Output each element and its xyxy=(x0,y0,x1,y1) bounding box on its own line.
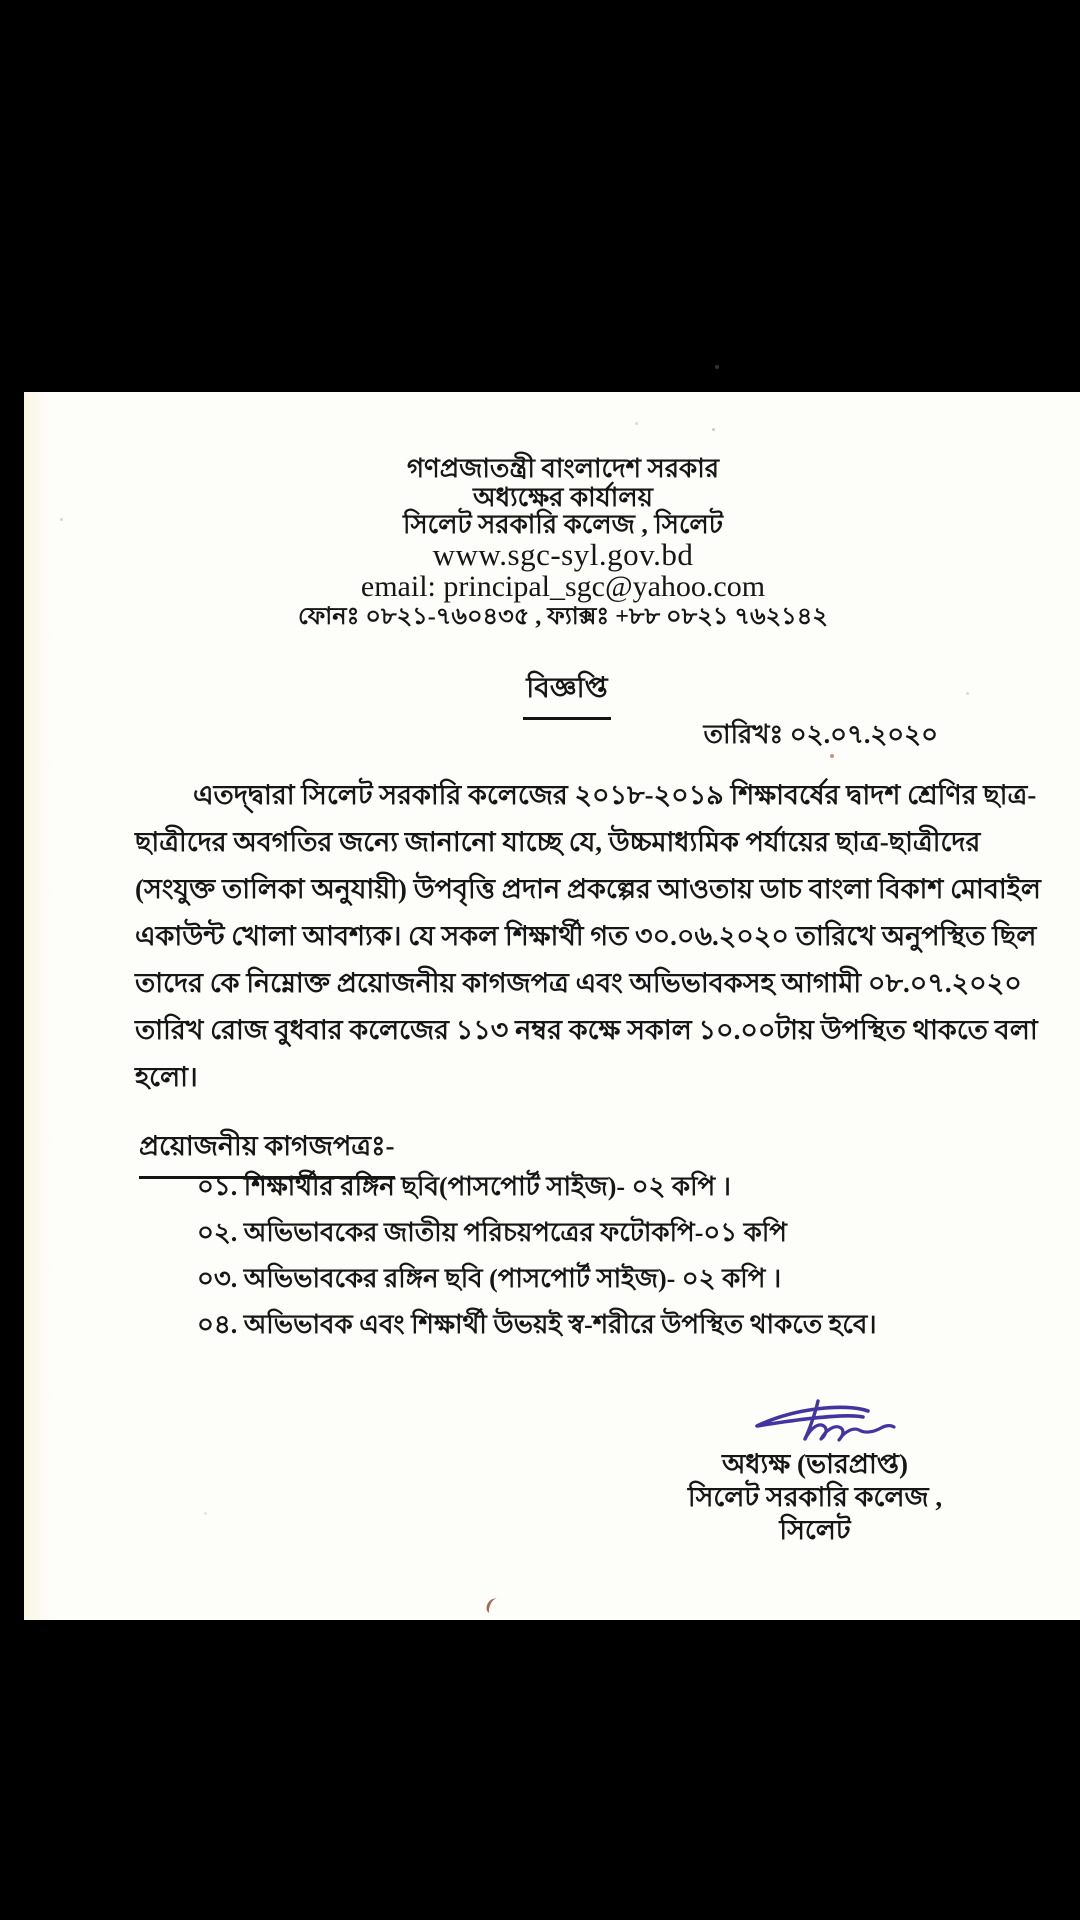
body-line: তাদের কে নিম্নোক্ত প্রয়োজনীয় কাগজপত্র এবং অভিভাবকসহ আগামী ০৮.০৭.২০২০ xyxy=(135,968,1022,998)
letterhead xyxy=(24,454,1080,631)
body-line: হলো। xyxy=(135,1062,198,1092)
body-line: একাউন্ট খোলা আবশ্যক। যে সকল শিক্ষার্থী গত ৩০.০৬.২০২০ তারিখে অনুপস্থিত ছিল xyxy=(135,921,1037,951)
list-item: ০৪. অভিভাবক এবং শিক্ষার্থী উভয়ই স্ব-শরীরে উপস্থিত থাকতে হবে। xyxy=(197,1310,877,1339)
notice-title: বিজ্ঞপ্তি xyxy=(523,666,610,720)
document-page xyxy=(24,392,1080,1620)
body-line: তারিখ রোজ বুধবার কলেজের ১১৩ নম্বর কক্ষে সকাল ১০.০০টায় উপস্থিত থাকতে বলা xyxy=(135,1015,1038,1045)
signature-image xyxy=(750,1398,902,1446)
office-name: অধ্যক্ষের কার্যালয় xyxy=(473,483,653,512)
signatory-role: অধ্যক্ষ (ভারপ্রাপ্ত) xyxy=(722,1449,908,1479)
signatory-org: সিলেট সরকারি কলেজ , xyxy=(687,1482,943,1512)
body-line: (সংযুক্ত তালিকা অনুযায়ী) উপবৃত্তি প্রদান প্রকল্পের আওতায় ডাচ বাংলা বিকাশ মোবাইল xyxy=(135,874,1041,904)
scan-speck xyxy=(830,754,834,758)
signatory-city: সিলেট xyxy=(779,1515,851,1545)
scan-speck xyxy=(715,365,719,369)
government-name: গণপ্রজাতন্ত্রী বাংলাদেশ সরকার xyxy=(406,454,720,483)
scan-speck xyxy=(966,692,969,695)
signatory-block xyxy=(660,1448,970,1547)
required-documents-heading: প্রয়োজনীয় কাগজপত্রঃ- xyxy=(139,1126,395,1179)
list-item: ০২. অভিভাবকের জাতীয় পরিচয়পত্রের ফটোকপি-০১ কপি xyxy=(197,1218,787,1247)
scan-speck xyxy=(712,428,715,431)
list-item: ০১. শিক্ষার্থীর রঙ্গিন ছবি(পাসপোর্ট সাইজ)- ০২ কপি । xyxy=(197,1172,731,1201)
body-line: ছাত্রীদের অবগতির জন্যে জানানো যাচ্ছে যে, উচ্চমাধ্যমিক পর্যায়ের ছাত্র-ছাত্রীদের xyxy=(135,827,981,857)
notice-title-row xyxy=(24,666,1080,720)
college-name: সিলেট সরকারি কলেজ , সিলেট xyxy=(403,510,723,539)
notice-body xyxy=(135,772,1041,1101)
phone-fax-text: ফোনঃ ০৮২১-৭৬০৪৩৫ , ফ্যাক্সঃ +৮৮ ০৮২১ ৭৬২১৪২ xyxy=(298,604,828,630)
body-line: এতদ্দ্বারা সিলেট সরকারি কলেজের ২০১৮-২০১৯ শিক্ষাবর্ষের দ্বাদশ শ্রেণির ছাত্র- xyxy=(193,780,1037,810)
email-text: email: principal_sgc@yahoo.com xyxy=(360,570,766,603)
website-text: www.sgc-syl.gov.bd xyxy=(432,537,694,572)
scan-speck xyxy=(60,518,63,521)
required-documents-list xyxy=(197,1164,877,1348)
scan-artifact-mark xyxy=(485,1596,502,1615)
scan-speck xyxy=(635,422,638,425)
notice-date: তারিখঃ ০২.০৭.২০২০ xyxy=(703,720,938,749)
scan-speck xyxy=(204,1512,207,1515)
list-item: ০৩. অভিভাবকের রঙ্গিন ছবি (পাসপোর্ট সাইজ)- ০২ কপি । xyxy=(197,1264,782,1293)
